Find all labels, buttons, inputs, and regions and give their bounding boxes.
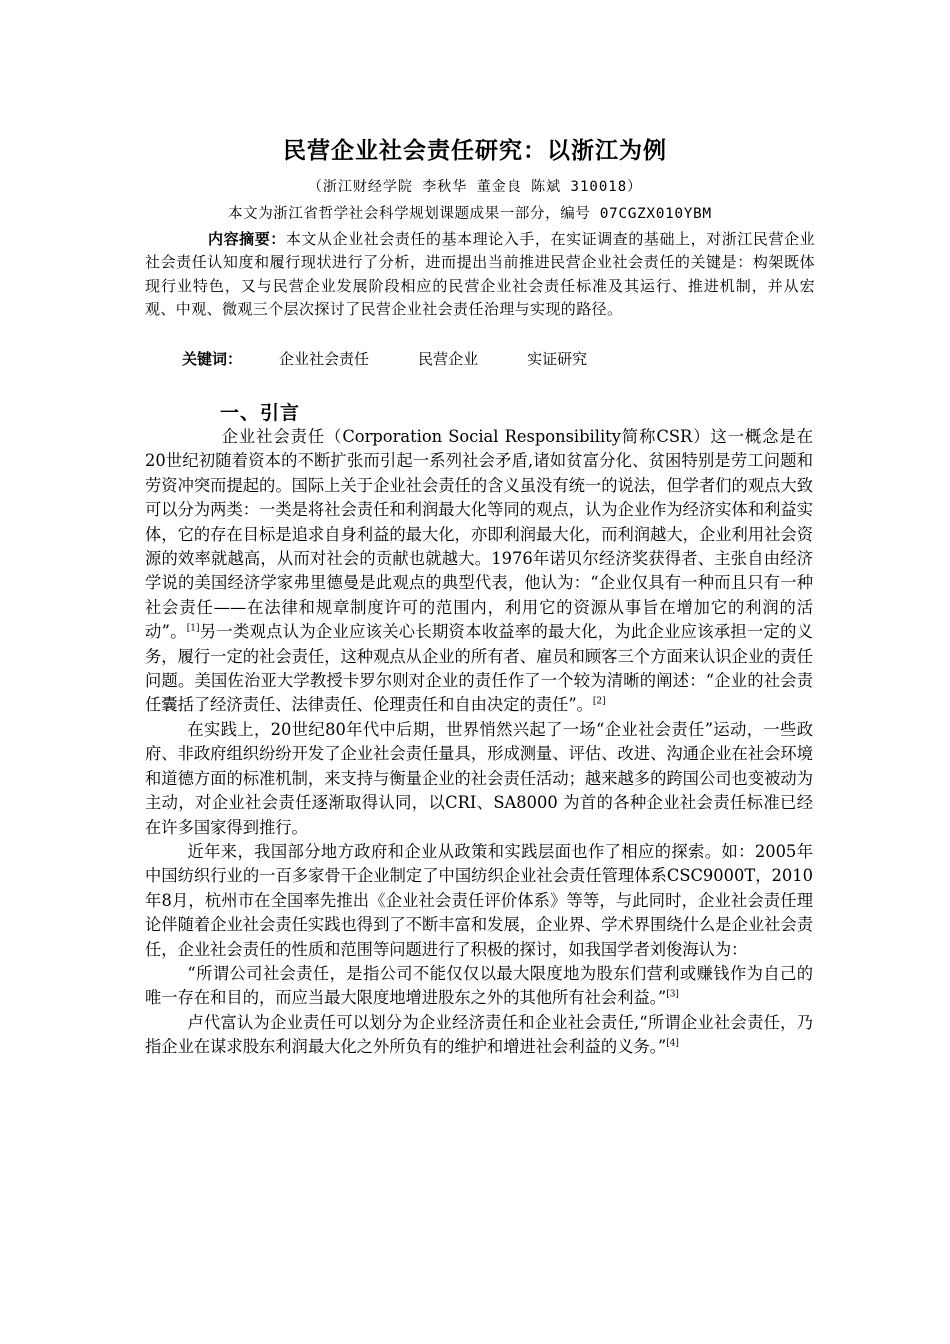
paragraph-text: 近年来，我国部分地方政府和企业从政策和实践层面也作了相应的探索。如：2005年中国纺织行业的一百多家骨干企业制定了中国纺织企业社会责任管理体系CSC9000T，2010年8月，杭州市在全国率先推出《企业社会责任评价体系》等等，与此同时，企业社会责任理论伴随着企业社会责任实践也得到了不断丰富和发展，企业界、学术界围绕什么是企业社会责任，企业社会责任的性质和范围等问题进行了积极的探讨，如我国学者刘俊海认为：: [145, 841, 813, 959]
keyword: 实证研究: [527, 350, 588, 368]
author-affiliation: （浙江财经学院 李秋华 董金良 陈斌 310018）: [307, 179, 643, 195]
paragraph-text: 另一类观点认为企业应该关心长期资本收益率的最大化，为此企业应该承担一定的义务，履行一定的社会责任，这种观点从企业的所有者、雇员和顾客三个方面来认识企业的责任问题。美国佐治亚大学教授卡罗尔则对企业的责任作了一个较为清晰的阐述：“企业的社会责任囊括了经济责任、法律责任、伦理责任和自由决定的责任”。: [145, 622, 813, 715]
paper-title: 民营企业社会责任研究：以浙江为例: [283, 137, 667, 164]
funding-note: 本文为浙江省哲学社会科学规划课题成果一部分，编号 07CGZX010YBM: [228, 206, 712, 222]
keyword: 企业社会责任: [279, 350, 370, 368]
abstract: [145, 228, 815, 321]
quote-paragraph: [145, 962, 813, 1011]
citation-ref[interactable]: [1]: [186, 623, 200, 634]
body-text: [145, 425, 813, 1060]
citation-ref[interactable]: [3]: [666, 989, 679, 1000]
paragraph: [145, 1011, 813, 1060]
keywords-label: 关键词：: [182, 350, 243, 368]
paragraph: [145, 718, 813, 840]
paragraph-text: 在实践上，20世纪80年代中后期，世界悄然兴起了一场“企业社会责任”运动，一些政府、非政府组织纷纷开发了企业社会责任量具，形成测量、评估、改进、沟通企业在社会环境和道德方面的标准机制，来支持与衡量企业的社会责任活动；越来越多的跨国公司也变被动为主动，对企业社会责任逐渐取得认同，以CRI、SA8000 为首的各种企业社会责任标准已经在许多国家得到推行。: [145, 719, 813, 837]
keyword: 民营企业: [418, 350, 479, 368]
paragraph: [145, 425, 813, 718]
keywords: [182, 348, 822, 369]
abstract-text: 本文从企业社会责任的基本理论入手，在实证调查的基础上，对浙江民营企业社会责任认知度和履行现状进行了分析，进而提出当前推进民营企业社会责任的关键是：构架既体现行业特色，又与民营企业发展阶段相应的民营企业社会责任标准及其运行、推进机制，并从宏观、中观、微观三个层次探讨了民营企业社会责任治理与实现的路径。: [145, 230, 815, 318]
paragraph: [145, 840, 813, 962]
paragraph-text: 企业社会责任（Corporation Social Responsibility简称CSR）这一概念是在20世纪初随着资本的不断扩张而引起一系列社会矛盾,诸如贫富分化、贫困特别是劳工问题和劳资冲突而提起的。国际上关于企业社会责任的含义虽没有统一的说法，但学者们的观点大致可以分为两类：一类是将社会责任和利润最大化等同的观点，认为企业作为经济实体和利益实体，它的存在目标是追求自身利益的最大化，亦即利润最大化，而利润越大，企业利用社会资源的效率就越高，从而对社会的贡献也就越大。1976年诺贝尔经济奖获得者、主张自由经济学说的美国经济学家弗里德曼是此观点的典型代表，他认为：“企业仅具有一种而且只有一种社会责任——在法律和规章制度许可的范围内，利用它的资源从事旨在增加它的利润的活动”。: [145, 427, 813, 642]
abstract-label: 内容摘要：: [208, 230, 286, 248]
paragraph-text: “所谓公司社会责任，是指公司不能仅仅以最大限度地为股东们营利或赚钱作为自己的唯一存在和目的，而应当最大限度地增进股东之外的其他所有社会利益。”: [145, 963, 813, 1008]
citation-ref[interactable]: [4]: [666, 1038, 679, 1049]
citation-ref[interactable]: [2]: [592, 697, 606, 708]
section-heading: 一、引言: [220, 402, 301, 424]
paragraph-text: 卢代富认为企业责任可以划分为企业经济责任和企业社会责任,“所谓企业社会责任，乃指企业在谋求股东利润最大化之外所负有的维护和增进社会利益的义务。”: [145, 1012, 813, 1057]
